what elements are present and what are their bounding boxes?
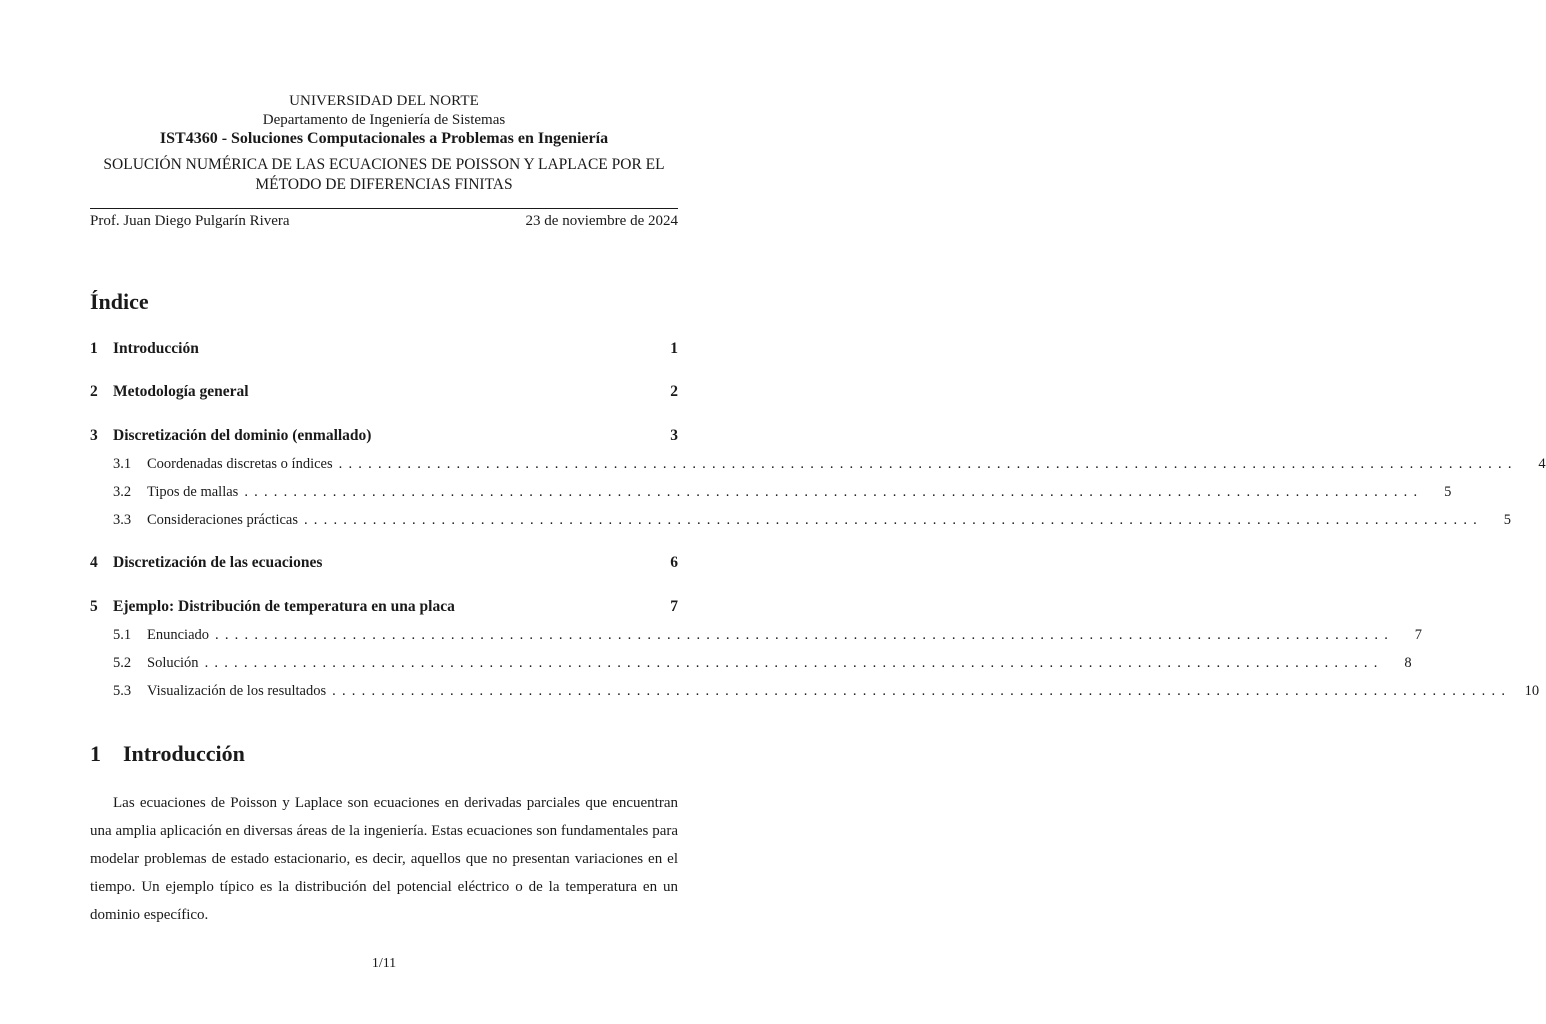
toc-entry-page: 3 <box>670 427 678 444</box>
toc-entry[interactable] <box>90 627 1423 647</box>
toc-entry-page: 1 <box>670 340 678 357</box>
toc-entry[interactable] <box>90 598 678 618</box>
toc-dot-leader: ........................................................................................................................ <box>244 484 1424 500</box>
toc-entry-page: 6 <box>670 554 678 571</box>
toc-dot-leader: ........................................................................................................................ <box>303 512 1483 528</box>
toc-entry-page: 4 <box>1538 456 1546 472</box>
toc-entry-title[interactable]: Metodología general <box>113 383 249 400</box>
toc-entry-page: 7 <box>670 598 678 615</box>
toc-entry-page: 5 <box>1444 484 1452 500</box>
toc-entry-title[interactable]: Discretización de las ecuaciones <box>113 554 323 571</box>
document-title-line-2: MÉTODO DE DIFERENCIAS FINITAS <box>255 176 513 193</box>
toc-heading: Índice <box>90 289 149 314</box>
toc-entry[interactable] <box>90 484 1452 504</box>
section-heading-introduction <box>90 741 245 767</box>
document-date: 23 de noviembre de 2024 <box>525 213 678 229</box>
department-name: Departamento de Ingeniería de Sistemas <box>262 112 506 128</box>
toc-entry-number: 1 <box>90 340 98 357</box>
toc-entry-number: 2 <box>90 383 98 400</box>
toc-entry-title[interactable]: Tipos de mallas <box>147 484 239 500</box>
toc-dot-leader: ........................................................................................................................ <box>338 456 1518 472</box>
toc-entry-number: 4 <box>90 554 98 571</box>
toc-entry[interactable] <box>90 655 1412 675</box>
toc-entry[interactable] <box>90 383 678 403</box>
toc-dot-leader: ........................................................................................................................ <box>215 627 1395 643</box>
header-divider <box>90 208 678 209</box>
introduction-paragraph: Las ecuaciones de Poisson y Laplace son ecuaciones en derivadas parciales que encuentran una amplia aplicación en diversas áreas de la ingeniería. Estas ecuaciones son fundamentales para modelar problemas de estado estacionario, es decir, aquellos que no presentan variaciones en el tiempo. Un ejemplo típico es la distribución del potencial eléctrico o de la temperatura en un dominio específico. <box>90 795 678 923</box>
toc-entry-title[interactable]: Consideraciones prácticas <box>147 512 298 528</box>
document-title <box>90 155 678 195</box>
toc-entry-number: 5.3 <box>113 683 132 699</box>
toc-entry-title[interactable]: Solución <box>147 655 199 671</box>
document-page <box>90 0 1546 1024</box>
page-number: 1/11 <box>371 956 397 971</box>
toc-entry[interactable] <box>90 512 1511 532</box>
toc-dot-leader: ........................................................................................................................ <box>332 683 1512 699</box>
toc-entry[interactable] <box>90 340 678 360</box>
author-name: Prof. Juan Diego Pulgarín Rivera <box>90 213 290 229</box>
toc-entry-title[interactable]: Enunciado <box>147 627 210 643</box>
toc-entry-title[interactable]: Visualización de los resultados <box>147 683 327 699</box>
toc-entry[interactable] <box>90 456 1546 476</box>
toc-entry-page: 10 <box>1524 683 1540 699</box>
section-number: 1 <box>90 741 101 766</box>
toc-entry-number: 3.2 <box>113 484 132 500</box>
university-name: UNIVERSIDAD DEL NORTE <box>289 93 479 109</box>
toc-entry-page: 5 <box>1503 512 1511 528</box>
toc-entry-number: 3.3 <box>113 512 132 528</box>
toc-entry-number: 3.1 <box>113 456 132 472</box>
toc-entry-number: 5.2 <box>113 655 132 671</box>
toc-entry-number: 3 <box>90 427 98 444</box>
section-title: Introducción <box>123 741 245 766</box>
toc-entry-title[interactable]: Discretización del dominio (enmallado) <box>113 427 372 444</box>
toc-entry-title[interactable]: Coordenadas discretas o índices <box>147 456 333 472</box>
toc-entry-page: 8 <box>1404 655 1412 671</box>
document-title-line-1: SOLUCIÓN NUMÉRICA DE LAS ECUACIONES DE POISSON Y LAPLACE POR EL <box>103 156 665 173</box>
course-title: IST4360 - Soluciones Computacionales a Problemas en Ingeniería <box>159 130 609 147</box>
toc-entry[interactable] <box>90 427 678 447</box>
toc-entry[interactable] <box>90 554 678 574</box>
toc-entry-page: 2 <box>670 383 678 400</box>
toc-entry-page: 7 <box>1414 627 1423 643</box>
toc-entry-number: 5 <box>90 598 98 615</box>
toc-dot-leader: ........................................................................................................................ <box>204 655 1384 671</box>
toc-entry-number: 5.1 <box>113 627 132 643</box>
toc-entry[interactable] <box>90 683 1540 703</box>
toc-entry-title[interactable]: Introducción <box>113 340 199 357</box>
toc-entry-title[interactable]: Ejemplo: Distribución de temperatura en una placa <box>113 598 455 615</box>
